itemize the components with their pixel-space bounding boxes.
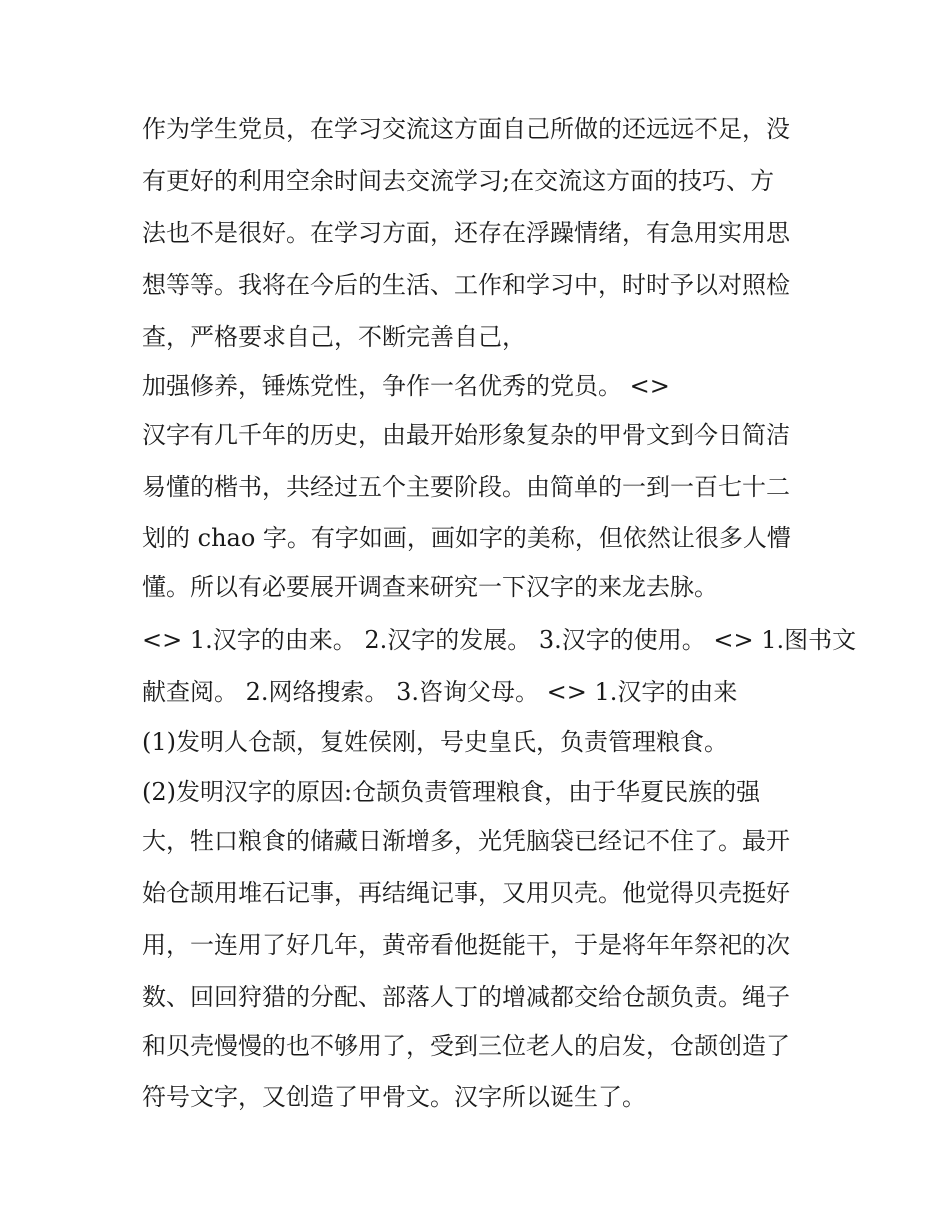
text-line: 符号文字，又创造了甲骨文。汉字所以诞生了。: [142, 1083, 646, 1111]
text-line: 始仓颉用堆石记事，再结绳记事，又用贝壳。他觉得贝壳挺好: [142, 879, 790, 907]
text-line: 献查阅。 2.网络搜索。 3.咨询父母。 <> 1.汉字的由来: [142, 678, 738, 706]
text-line: 有更好的利用空余时间去交流学习;在交流这方面的技巧、方: [142, 167, 775, 195]
text-line: 汉字有几千年的历史，由最开始形象复杂的甲骨文到今日简洁: [142, 421, 790, 449]
text-line: 查，严格要求自己，不断完善自己，: [142, 323, 526, 351]
text-line: 和贝壳慢慢的也不够用了，受到三位老人的启发，仓颉创造了: [142, 1032, 790, 1060]
text-line: <> 1.汉字的由来。 2.汉字的发展。 3.汉字的使用。 <> 1.图书文: [142, 626, 857, 654]
text-line: (2)发明汉字的原因:仓颉负责管理粮食，由于华夏民族的强: [142, 778, 761, 806]
text-line: (1)发明人仓颉，复姓侯刚，号史皇氏，负责管理粮食。: [142, 728, 728, 756]
text-line: 大，牲口粮食的储藏日渐增多，光凭脑袋已经记不住了。最开: [142, 827, 790, 855]
text-line: 加强修养，锤炼党性，争作一名优秀的党员。 <>: [142, 372, 670, 400]
text-line: 数、回回狩猎的分配、部落人丁的增减都交给仓颉负责。绳子: [142, 983, 790, 1011]
text-line: 作为学生党员，在学习交流这方面自己所做的还远远不足，没: [142, 115, 790, 143]
text-line: 想等等。我将在今后的生活、工作和学习中，时时予以对照检: [142, 271, 790, 299]
text-line: 懂。所以有必要展开调查来研究一下汉字的来龙去脉。: [142, 573, 718, 601]
text-line: 用，一连用了好几年，黄帝看他挺能干，于是将年年祭祀的次: [142, 931, 790, 959]
text-line: 易懂的楷书，共经过五个主要阶段。由简单的一到一百七十二: [142, 473, 790, 501]
text-line: 法也不是很好。在学习方面，还存在浮躁情绪，有急用实用思: [142, 219, 790, 247]
text-line: 划的 chao 字。有字如画，画如字的美称，但依然让很多人懵: [142, 524, 791, 552]
